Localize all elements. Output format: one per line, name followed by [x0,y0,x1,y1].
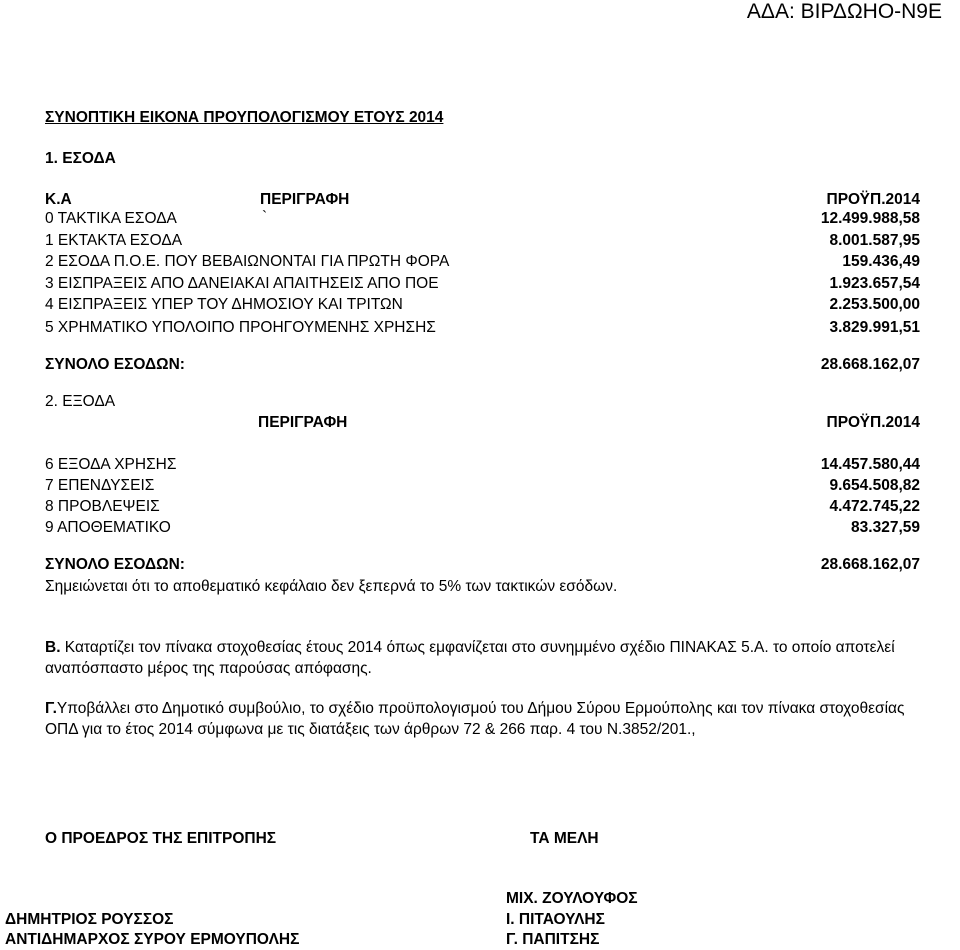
expenses-col-amount: ΠΡΟΫΠ.2014 [826,414,920,431]
revenue-row-amount: 2.253.500,00 [829,296,920,313]
revenue-row-label: 4 ΕΙΣΠΡΑΞΕΙΣ ΥΠΕΡ ΤΟΥ ΔΗΜΟΣΙΟΥ ΚΑΙ ΤΡΙΤΩΝ [45,296,403,313]
president-name: ΔΗΜΗΤΡΙΟΣ ΡΟΥΣΣΟΣ [5,911,174,928]
document-title: ΣΥΝΟΠΤΙΚΗ ΕΙΚΟΝΑ ΠΡΟΥΠΟΛΟΓΙΣΜΟΥ ΕΤΟΥΣ 2014 [45,109,444,126]
president-heading: Ο ΠΡΟΕΔΡΟΣ ΤΗΣ ΕΠΙΤΡΟΠΗΣ [45,830,277,847]
expenses-total-amount: 28.668.162,07 [820,556,920,573]
expenses-col-desc: ΠΕΡΙΓΡΑΦΗ [258,414,348,431]
revenue-row-mark: ` [262,209,268,226]
revenue-row-amount: 3.829.991,51 [829,319,920,336]
expenses-row-label: 7 ΕΠΕΝΔΥΣΕΙΣ [45,477,155,494]
expenses-row-label: 9 ΑΠΟΘΕΜΑΤΙΚΟ [45,519,171,536]
expenses-row-amount: 4.472.745,22 [829,498,920,515]
paragraph-b [45,637,915,679]
paragraph-b-marker: Β. [45,639,61,656]
revenue-col-amount: ΠΡΟΫΠ.2014 [826,191,920,208]
expenses-row-amount: 14.457.580,44 [820,456,920,473]
revenue-col-desc: ΠΕΡΙΓΡΑΦΗ [260,191,350,208]
president-role: ΑΝΤΙΔΗΜΑΡΧΟΣ ΣΥΡΟΥ ΕΡΜΟΥΠΟΛΗΣ [5,931,300,948]
expenses-total-label: ΣΥΝΟΛΟ ΕΣΟΔΩΝ: [45,556,185,573]
revenue-section-label: 1. ΕΣΟΔΑ [45,150,116,167]
expenses-row-label: 8 ΠΡΟΒΛΕΨΕΙΣ [45,498,160,515]
member-name: Ι. ΠΙΤΑΟΥΛΗΣ [506,911,605,928]
revenue-total-amount: 28.668.162,07 [820,356,920,373]
paragraph-c-marker: Γ. [45,700,57,717]
revenue-row-amount: 12.499.988,58 [820,210,920,227]
ada-code: ΑΔΑ: ΒΙΡΔΩΗΟ-Ν9Ε [746,0,942,23]
paragraph-c-text: Υποβάλλει στο Δημοτικό συμβούλιο, το σχέδιο προϋπολογισμού του Δήμου Σύρου Ερμούπολης και τον πίνακα στοχοθεσίας ΟΠΔ για το έτος 2014 σύμφωνα με τις διατάξεις των άρθρων 72 & 266 παρ. 4 του Ν.3852/201., [45,700,905,738]
revenue-row-label: 5 ΧΡΗΜΑΤΙΚΟ ΥΠΟΛΟΙΠΟ ΠΡΟΗΓΟΥΜΕΝΗΣ ΧΡΗΣΗΣ [45,319,436,336]
revenue-col-code: Κ.Α [45,191,72,208]
revenue-row-label: 1 ΕΚΤΑΚΤΑ ΕΣΟΔΑ [45,232,183,249]
paragraph-c [45,698,915,740]
expenses-row-label: 6 ΕΞΟΔΑ ΧΡΗΣΗΣ [45,456,177,473]
paragraph-b-text: Καταρτίζει τον πίνακα στοχοθεσίας έτους 2014 όπως εμφανίζεται στο συνημμένο σχέδιο ΠΙΝΑΚΑΣ 5.Α. το οποίο αποτελεί αναπόσπαστο μέρος της παρούσας απόφασης. [45,639,895,677]
revenue-total-label: ΣΥΝΟΛΟ ΕΣΟΔΩΝ: [45,356,185,373]
revenue-row-amount: 159.436,49 [842,253,920,270]
reserve-note: Σημειώνεται ότι το αποθεματικό κεφάλαιο δεν ξεπερνά το 5% των τακτικών εσόδων. [45,578,618,595]
member-name: ΜΙΧ. ΖΟΥΛΟΥΦΟΣ [506,890,638,907]
revenue-row-amount: 8.001.587,95 [829,232,920,249]
member-name: Γ. ΠΑΠΙΤΣΗΣ [506,931,600,948]
revenue-row-label: 0 ΤΑΚΤΙΚΑ ΕΣΟΔΑ [45,210,177,227]
expenses-row-amount: 83.327,59 [851,519,920,536]
expenses-row-amount: 9.654.508,82 [829,477,920,494]
revenue-row-label: 2 ΕΣΟΔΑ Π.Ο.Ε. ΠΟΥ ΒΕΒΑΙΩΝΟΝΤΑΙ ΓΙΑ ΠΡΩΤΗ ΦΟΡΑ [45,253,450,270]
revenue-row-label: 3 ΕΙΣΠΡΑΞΕΙΣ ΑΠΟ ΔΑΝΕΙΑΚΑΙ ΑΠΑΙΤΗΣΕΙΣ ΑΠΟ ΠΟΕ [45,275,439,292]
expenses-section-label: 2. ΕΞΟΔΑ [45,393,116,410]
revenue-row-amount: 1.923.657,54 [829,275,920,292]
members-heading: ΤΑ ΜΕΛΗ [530,830,599,847]
